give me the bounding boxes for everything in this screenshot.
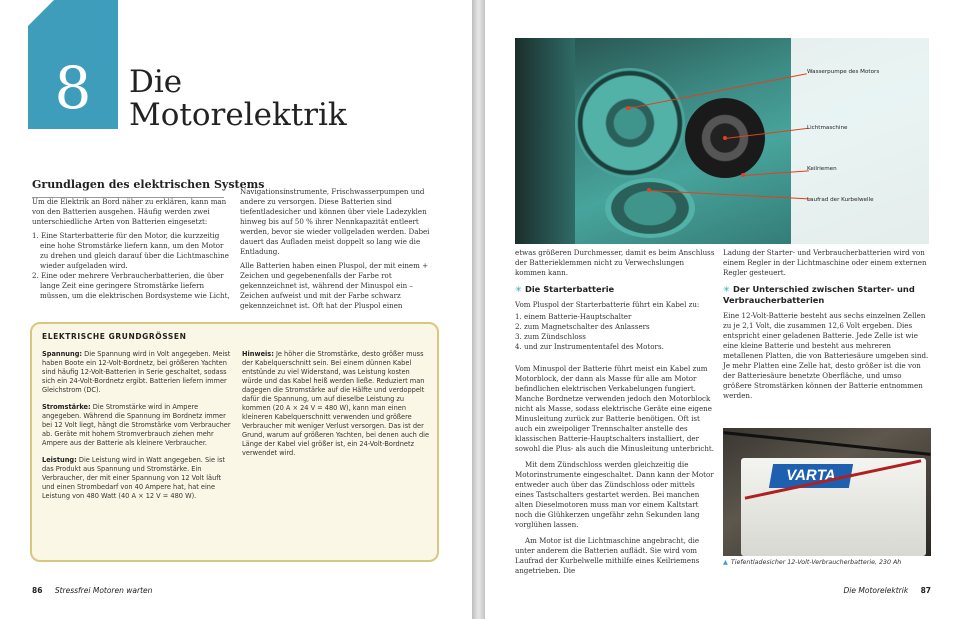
annotation-water-pump: Wasserpumpe des Motors: [807, 69, 880, 75]
page-number: 86: [32, 586, 43, 595]
info-entry: [42, 403, 232, 448]
paragraph: Ladung der Starter- und Verbraucherbatterien wird von einem Regler in der Lichtmaschine oder einem externen Regler gesteuert.: [723, 248, 927, 277]
annotation-crankshaft: Laufrad der Kurbelwelle: [807, 197, 874, 203]
subheading-text: Die Starterbatterie: [524, 284, 615, 294]
crankshaft-pulley: [605, 178, 695, 238]
subheading-starter-battery: [515, 284, 715, 295]
paragraph: etwas größeren Durchmesser, damit es beim Anschluss der Batterieklemmen nicht zu Verwechslungen kommen kann.: [515, 248, 715, 277]
paragraph: Eine 12-Volt-Batterie besteht aus sechs einzelnen Zellen zu je 2,1 Volt, die zusammen 12,6 Volt ergeben. Dies entspricht einer geladenen Batterie. Jede Zelle ist wie eine kleine Batterie und besteht aus mehreren metallenen Platten, die von Batteriesäure umgeben sind. Je mehr Platten eine Zelle hat, desto größer ist die von der Batteriesäure benetzte Oberfläche, und umso größere Stromstärken können der Batterie entnommen werden.: [723, 311, 929, 400]
intro-paragraph: Um die Elektrik an Bord näher zu erklären, kann man von den Batterien ausgehen. Häufig werden zwei unterschiedliche Arten von Batterien eingesetzt:: [32, 197, 227, 226]
list-item: 1. Eine Starterbatterie für den Motor, die kurzzeitig eine hohe Stromstärke liefern kann, um den Motor zu drehen und gleich darauf über die Lichtmaschine wieder aufgeladen wird.: [32, 231, 229, 270]
paragraph: Navigationsinstrumente, Frischwasserpumpen und andere zu versorgen. Diese Batterien sind tiefentladesicher und können über viele Ladezyklen hinweg bis auf 50 % ihrer Nennkapazität entleert werden, bevor sie wieder vollgeladen werden. Dabei dauert das Aufladen meist doppelt so lang wie die Entladung.: [240, 187, 430, 256]
subheading-text: Der Unterschied zwischen Starter- und Verbraucherbatterien: [723, 284, 915, 305]
water-pump-pulley: [575, 68, 685, 178]
info-term: Hinweis:: [242, 350, 274, 358]
subheading-battery-difference: [723, 284, 931, 306]
right-column-1: [515, 248, 715, 582]
caption-text: Tiefentladesicher 12-Volt-Verbraucherbatterie, 230 Ah: [730, 559, 902, 566]
battery-photo: [723, 428, 931, 556]
right-page: [485, 0, 957, 619]
page-number: 87: [920, 586, 931, 595]
info-text: Die Leistung wird in Watt angegeben. Sie ist das Produkt aus Spannung und Stromstärke. Ein Verbraucher, der mit einer Spannung von 12 Volt läuft und einen Strombedarf von 40 Ampere hat, hat eine Leistung von 480 Watt (40 A × 12 V = 480 W).: [42, 456, 225, 500]
battery-brand-label: VARTA: [769, 464, 853, 488]
battery-cable: [723, 431, 930, 456]
paragraph: Am Motor ist die Lichtmaschine angebracht, die unter anderem die Batterien auflädt. Sie wird vom Laufrad der Kurbelwelle mithilfe eines Keilriemens angetrieben. Die: [515, 536, 700, 575]
left-footer: [32, 586, 152, 595]
list-item: 3. zum Zündschloss: [515, 332, 586, 341]
paragraph: Mit dem Zündschloss werden gleichzeitig die Motorinstrumente eingeschaltet. Dann kann der Motor entweder auch über das Zündschloss oder mittels eines Tastschalters gestartet werden. Bei manchen alten Dieselmotoren muss man vor einem Kaltstart noch die Glühkerzen ungefähr zehn Sekunden lang vorglühen lassen.: [515, 460, 714, 529]
chapter-title-line1: Die: [129, 64, 183, 100]
info-box: [30, 322, 439, 562]
section-heading: Grundlagen des elektrischen Systems: [32, 178, 224, 198]
book-spine: [472, 0, 485, 619]
chapter-number-block: [28, 0, 118, 129]
annotation-alternator: Lichtmaschine: [807, 125, 848, 131]
left-column-2: [240, 187, 440, 315]
info-box-left-column: [42, 350, 232, 509]
star-icon: ✳: [723, 284, 730, 294]
chapter-title-line2: Motorelektrik: [129, 97, 347, 133]
right-column-2: [723, 248, 931, 407]
list-item: 4. und zur Instrumententafel des Motors.: [515, 342, 664, 351]
info-term: Stromstärke:: [42, 403, 91, 411]
left-column-1: [32, 197, 232, 301]
running-title: Stressfrei Motoren warten: [54, 586, 153, 595]
info-text: Die Spannung wird in Volt angegeben. Meist haben Boote ein 12-Volt-Bordnetz, bei größeren Yachten sind häufig 12-Volt-Batterien in Serie geschaltet, sodass sich ein 24-Volt-Bordnetz ergibt. Batterien liefern immer Gleichstrom (DC).: [42, 350, 231, 394]
connection-list: [515, 312, 715, 352]
list-item: 2. zum Magnetschalter des Anlassers: [515, 322, 650, 331]
info-entry: [42, 456, 232, 501]
triangle-icon: ▲: [723, 559, 728, 566]
engine-block-shadow: [515, 38, 575, 244]
info-term: Spannung:: [42, 350, 83, 358]
list-item: 1. einem Batterie-Hauptschalter: [515, 312, 632, 321]
chapter-number: 8: [54, 54, 92, 122]
info-box-right-column: [242, 350, 432, 466]
info-entry: [242, 350, 432, 458]
battery-caption: [723, 559, 901, 566]
info-box-title: ELEKTRISCHE GRUNDGRÖSSEN: [42, 332, 187, 341]
info-text: Je höher die Stromstärke, desto größer muss der Kabelquerschnitt sein. Bei einem dünnen Kabel entstünde zu viel Widerstand, was Leistung kosten würde und das Kabel heiß werden ließe. Reduziert man dagegen die Stromstärke auf die Hälfte und verdoppelt dafür die Spannung, um auf dieselbe Leistung zu kommen (20 A × 24 V = 480 W), kann man einen kleineren Kabelquerschnitt verwenden und größere Verbraucher mit weniger Verlust versorgen. Das ist der Grund, warum auf größeren Yachten, bei denen auch die Länge der Kabel viel größer ist, ein 24-Volt-Bordnetz verwendet wird.: [242, 350, 430, 457]
battery-type-list: [32, 231, 232, 301]
star-icon: ✳: [515, 284, 522, 294]
list-item: 2. Eine oder mehrere Verbraucherbatterien, die über lange Zeit eine geringere Stromstärke liefern müssen, um die elektrischen Bordsysteme wie Licht,: [32, 271, 230, 300]
paragraph: Vom Minuspol der Batterie führt meist ein Kabel zum Motorblock, der dann als Masse für alle am Motor befindlichen elektrischen Verkabelungen fungiert. Manche Bordnetze verwenden jedoch den Motorblock nicht als Masse, sodass elektrische Geräte eine eigene Minusleitung zurück zur Batterie benötigen. Oft ist auch ein zweipoliger Trennschalter anstelle des klassischen Batterie-Hauptschalters installiert, der sowohl die Plus- als auch die Minusleitung unterbricht.: [515, 364, 715, 453]
annotation-v-belt: Keilriemen: [807, 166, 837, 172]
info-text: Die Stromstärke wird in Ampere angegeben. Während die Spannung im Bordnetz immer bei 12 Volt liegt, hängt die Stromstärke vom Verbraucher ab. Geräte mit hohem Stromverbrauch ziehen mehr Ampere aus der Batterie als kleinere Verbraucher.: [42, 403, 231, 447]
running-title: Die Motorelektrik: [843, 586, 909, 595]
left-page: [0, 0, 472, 619]
chapter-title: [129, 66, 347, 132]
paragraph: Alle Batterien haben einen Pluspol, der mit einem + Zeichen und gegebenenfalls der Farbe rot gekennzeichnet ist, während der Minuspol ein – Zeichen aufweist und mit der Farbe schwarz gekennzeichnet ist. Oft hat der Pluspol einen: [240, 261, 429, 310]
info-term: Leistung:: [42, 456, 77, 464]
paragraph: Vom Pluspol der Starterbatterie führt ein Kabel zu:: [515, 300, 700, 309]
info-entry: [42, 350, 232, 395]
engine-photo: [515, 38, 929, 244]
right-footer: [844, 586, 931, 595]
